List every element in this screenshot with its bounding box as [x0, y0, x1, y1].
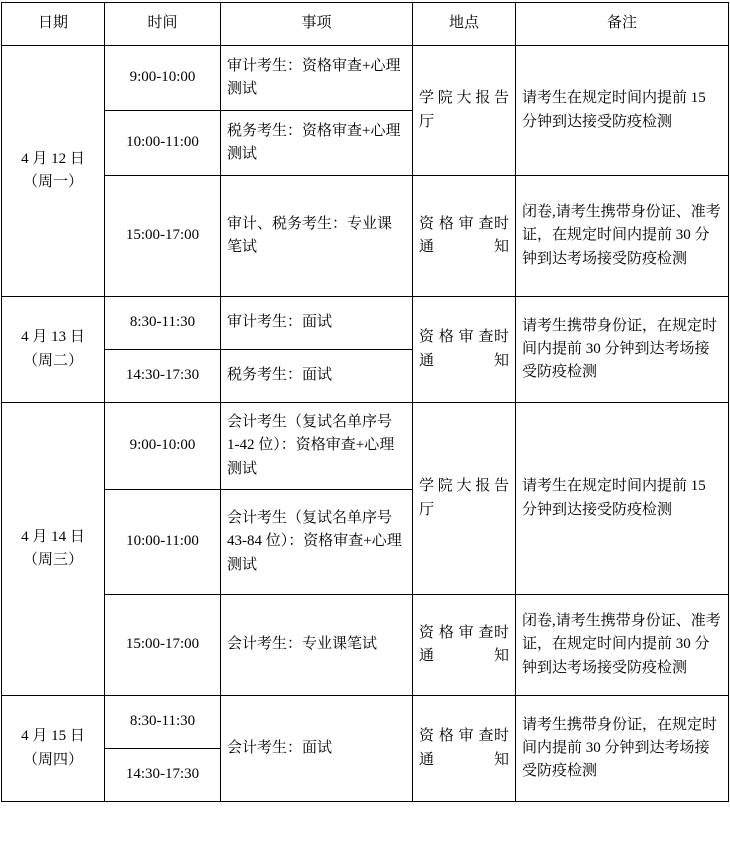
time-cell: 9:00-10:00: [105, 46, 221, 111]
table-header-row: [2, 3, 729, 46]
item-cell: 审计考生：面试: [221, 297, 413, 350]
time-cell: 15:00-17:00: [105, 176, 221, 297]
table-row: [2, 176, 729, 297]
place-cell: 学 院 大 报 告厅: [413, 403, 516, 595]
note-cell: 闭卷,请考生携带身份证、准考证，在规定时间内提前 30 分钟到达考场接受防疫检测: [516, 176, 729, 297]
note-cell: 闭卷,请考生携带身份证、准考证，在规定时间内提前 30 分钟到达考场接受防疫检测: [516, 595, 729, 696]
table-row: [2, 403, 729, 490]
weekday-label: （周一）: [22, 174, 83, 190]
date-label: 4 月 14 日: [21, 528, 85, 545]
item-cell: 税务考生：面试: [221, 350, 413, 403]
item-cell: 会计考生（复试名单序号 1-42 位）：资格审查+心理测试: [221, 403, 413, 490]
date-label: 4 月 13 日: [21, 329, 85, 346]
table-row: [2, 46, 729, 111]
table-row: [2, 297, 729, 350]
place-cell: 资 格 审 查时通知: [413, 595, 516, 696]
date-label: 4 月 12 日: [21, 150, 85, 167]
column-header-note: 备注: [516, 3, 729, 46]
date-label: 4 月 15 日: [21, 728, 85, 745]
place-cell: 资 格 审 查时通知: [413, 297, 516, 403]
item-cell: 会计考生：面试: [221, 696, 413, 802]
time-cell: 15:00-17:00: [105, 595, 221, 696]
date-cell: [2, 696, 105, 802]
date-cell: [2, 403, 105, 696]
table-row: [2, 696, 729, 749]
item-cell: 审计、税务考生：专业课笔试: [221, 176, 413, 297]
time-cell: 10:00-11:00: [105, 490, 221, 595]
item-cell: 会计考生：专业课笔试: [221, 595, 413, 696]
place-cell: 学 院 大 报 告厅: [413, 46, 516, 176]
note-cell: 请考生携带身份证，在规定时间内提前 30 分钟到达考场接受防疫检测: [516, 297, 729, 403]
place-cell: 资 格 审 查时通知: [413, 176, 516, 297]
weekday-label: （周四）: [22, 751, 83, 768]
item-cell: 审计考生：资格审查+心理测试: [221, 46, 413, 111]
date-cell: [2, 297, 105, 403]
time-cell: 8:30-11:30: [105, 297, 221, 350]
place-cell: 资 格 审 查时通知: [413, 696, 516, 802]
weekday-label: （周三）: [22, 552, 83, 568]
time-cell: 14:30-17:30: [105, 749, 221, 802]
table-row: [2, 595, 729, 696]
note-cell: 请考生携带身份证，在规定时间内提前 30 分钟到达考场接受防疫检测: [516, 696, 729, 802]
item-cell: 税务考生：资格审查+心理测试: [221, 111, 413, 176]
weekday-label: （周二）: [22, 352, 83, 369]
time-cell: 14:30-17:30: [105, 350, 221, 403]
column-header-time: 时间: [105, 3, 221, 46]
note-cell: 请考生在规定时间内提前 15 分钟到达接受防疫检测: [516, 403, 729, 595]
column-header-date: 日期: [2, 3, 105, 46]
item-cell: 会计考生（复试名单序号 43-84 位）：资格审查+心理测试: [221, 490, 413, 595]
time-cell: 10:00-11:00: [105, 111, 221, 176]
note-cell: 请考生在规定时间内提前 15 分钟到达接受防疫检测: [516, 46, 729, 176]
interview-schedule-table: [1, 2, 729, 802]
date-cell: [2, 46, 105, 297]
time-cell: 8:30-11:30: [105, 696, 221, 749]
column-header-item: 事项: [221, 3, 413, 46]
column-header-place: 地点: [413, 3, 516, 46]
time-cell: 9:00-10:00: [105, 403, 221, 490]
table-header: [2, 3, 729, 46]
table-body: [2, 46, 729, 802]
